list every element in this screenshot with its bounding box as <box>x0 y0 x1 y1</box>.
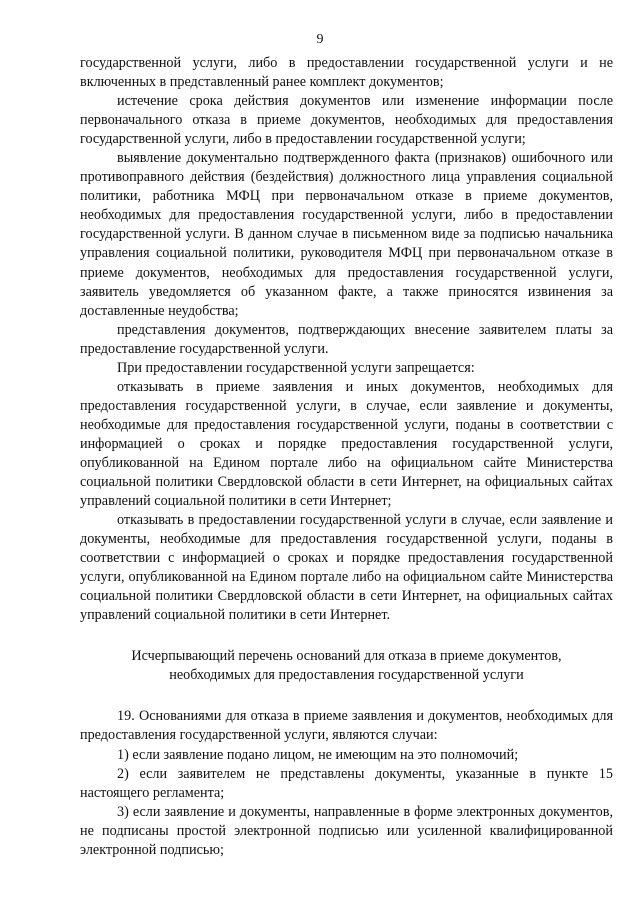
paragraph: государственной услуги, либо в предоставлении государственной услуги и не включенных в представленный ранее комплект документов; <box>80 55 613 91</box>
paragraph: выявление документально подтвержденного факта (признаков) ошибочного или противоправного действия (бездействия) должностного лица управления социальной политики, работника МФЦ при первоначальном отказе в приеме документов, необходимых для предоставления государственной услуги, либо в предоставлении государственной услуги. В данном случае в письменном виде за подписью начальника управления социальной политики, руководителя МФЦ при первоначальном отказе в приеме документов, необходимых для предоставления государственной услуги, заявитель уведомляется об указанном факте, а также приносятся извинения за доставленные неудобства; <box>80 150 613 319</box>
list-item: 3) если заявление и документы, направленные в форме электронных документов, не подписаны простой электронной подписью или усиленной квалифицированной электронной подписью; <box>80 803 613 858</box>
list-item: 2) если заявителем не представлены документы, указанные в пункте 15 настоящего регламента; <box>80 765 613 801</box>
paragraph: 19. Основаниями для отказа в приеме заявления и документов, необходимых для предоставления государственной услуги, являются случаи: <box>80 708 613 744</box>
document-body <box>80 54 613 860</box>
section-heading <box>80 647 613 685</box>
section-heading-line: Исчерпывающий перечень оснований для отказа в приеме документов, <box>131 648 562 665</box>
paragraph: отказывать в приеме заявления и иных документов, необходимых для предоставления государственной услуги, в случае, если заявление и документы, необходимые для предоставления государственной услуги, поданы в соответствии с информацией о сроках и порядке предоставления государственной услуги, опубликованной на Едином портале либо на официальном сайте Министерства социальной политики Свердловской области в сети Интернет, на официальных сайтах управлений социальной политики в сети Интернет; <box>80 378 613 510</box>
paragraph: При предоставлении государственной услуги запрещается: <box>117 359 475 376</box>
paragraph: представления документов, подтверждающих внесение заявителем платы за предоставление государственной услуги. <box>80 321 613 357</box>
paragraph: истечение срока действия документов или изменение информации после первоначального отказа в приеме документов, необходимых для предоставления государственной услуги, либо в предоставлении государственной услуги; <box>80 93 613 148</box>
page-number: 9 <box>316 32 324 47</box>
list-item: 1) если заявление подано лицом, не имеющим на это полномочий; <box>117 746 519 763</box>
section-heading-line: необходимых для предоставления государственной услуги <box>169 667 524 684</box>
paragraph: отказывать в предоставлении государственной услуги в случае, если заявление и документы, необходимые для предоставления государственной услуги, поданы в соответствии с информацией о сроках и порядке предоставления государственной услуги, опубликованной на Едином портале либо на официальном сайте Министерства социальной политики Свердловской области в сети Интернет, на официальных сайтах управлений социальной политики в сети Интернет. <box>80 512 613 624</box>
